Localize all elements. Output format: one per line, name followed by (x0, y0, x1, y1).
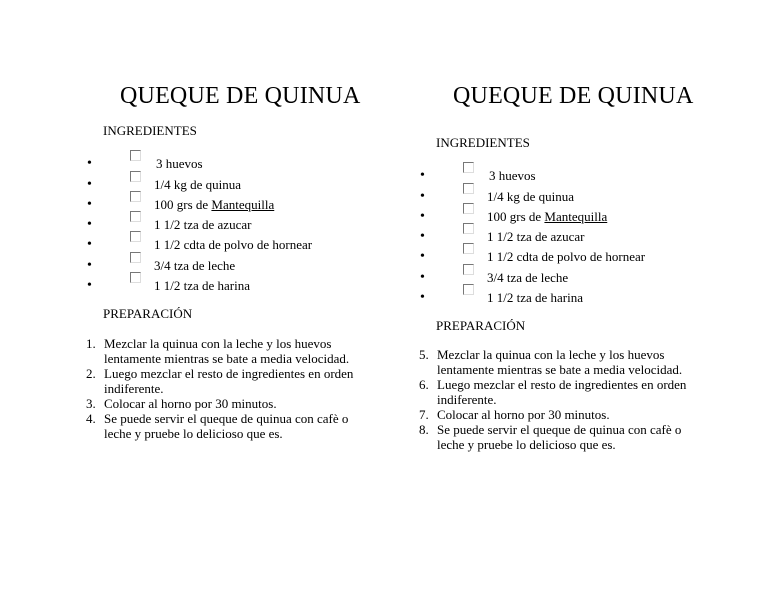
bullet-icon: • (87, 258, 92, 273)
checkbox-icon[interactable] (130, 191, 141, 202)
step-item: 1. Mezclar la quinua con la leche y los huevos lentamente mientras se bate a media velocidad. (86, 336, 350, 366)
bullet-icon: • (420, 249, 425, 264)
checkbox-icon[interactable] (463, 162, 474, 173)
checkbox-icon[interactable] (130, 252, 141, 263)
mantequilla-link[interactable]: Mantequilla (211, 197, 275, 212)
step-item: 6. Luego mezclar el resto de ingredientes en orden indiferente. (419, 377, 687, 407)
checkbox-icon[interactable] (463, 183, 474, 194)
bullet-icon: • (420, 168, 425, 183)
checkbox-icon[interactable] (130, 231, 141, 242)
step-item: 7. Colocar al horno por 30 minutos. (419, 407, 610, 422)
bullet-icon: • (87, 237, 92, 252)
checkbox-icon[interactable] (463, 264, 474, 275)
bullet-icon: • (420, 229, 425, 244)
checkbox-icon[interactable] (463, 223, 474, 234)
bullet-icon: • (87, 217, 92, 232)
checkbox-icon[interactable] (130, 150, 141, 161)
step-item: 8. Se puede servir el queque de quinua con cafè o leche y pruebe lo delicioso que es. (419, 422, 682, 452)
document-page: QUEQUE DE QUINUA INGREDIENTES • 3 huevos • 1/4 kg de quinua • 100 grs de Mantequilla • 1 1/2 tza de azucar • 1 1/2 cdta de polvo de hornear • 3/4 tza de leche • 1 1/2 tza de harina PREPARACIÓN 1. Mezclar la quinua con la leche y los huevos lentamente mientras se bate a media velocidad. 2. Luego mezclar el resto de ingredientes en orden indiferente. 3. Colocar al horno por 30 minutos. 4. Se puede servir el queque de quinua con cafè o leche y pruebe lo delicioso que es. QUEQUE DE QUINUA INGREDIENTES • 3 huevos • 1/4 kg de quinua • 100 grs de Mantequilla • 1 1/2 tza de azucar • 1 1/2 cdta de polvo de hornear • 3/4 tza de leche • 1 1/2 tza de harina PREPARACIÓN 5. Mezclar la quinua con la leche y los huevos lentamente mientras se bate a media velocidad. 6. Luego mezclar el resto de ingredientes en orden indiferente. 7. Colocar al horno por 30 minutos. 8. Se puede servir el queque de quinua con cafè o leche y pruebe lo delicioso que es. (0, 0, 768, 594)
preparation-heading: PREPARACIÓN (103, 306, 193, 321)
step-item: 4. Se puede servir el queque de quinua con cafè o leche y pruebe lo delicioso que es. (86, 411, 349, 441)
checkbox-icon[interactable] (463, 284, 474, 295)
step-item: 5. Mezclar la quinua con la leche y los huevos lentamente mientras se bate a media velocidad. (419, 347, 683, 377)
bullet-icon: • (87, 156, 92, 171)
checkbox-icon[interactable] (130, 272, 141, 283)
ingredients-heading: INGREDIENTES (103, 123, 197, 138)
bullet-icon: • (87, 177, 92, 192)
bullet-icon: • (420, 290, 425, 305)
bullet-icon: • (420, 270, 425, 285)
recipe-title: QUEQUE DE QUINUA (120, 83, 361, 109)
checkbox-icon[interactable] (463, 203, 474, 214)
preparation-heading: PREPARACIÓN (436, 318, 526, 333)
step-item: 2. Luego mezclar el resto de ingredientes en orden indiferente. (86, 366, 354, 396)
preparation-steps (393, 347, 697, 452)
bullet-icon: • (87, 278, 92, 293)
recipe-title: QUEQUE DE QUINUA (453, 83, 694, 109)
checkbox-icon[interactable] (463, 243, 474, 254)
bullet-icon: • (420, 209, 425, 224)
bullet-icon: • (420, 189, 425, 204)
checkbox-icon[interactable] (130, 171, 141, 182)
preparation-steps (60, 336, 364, 441)
mantequilla-link[interactable]: Mantequilla (544, 209, 608, 224)
bullet-icon: • (87, 197, 92, 212)
checkbox-icon[interactable] (130, 211, 141, 222)
step-item: 3. Colocar al horno por 30 minutos. (86, 396, 277, 411)
ingredients-heading: INGREDIENTES (436, 135, 530, 150)
